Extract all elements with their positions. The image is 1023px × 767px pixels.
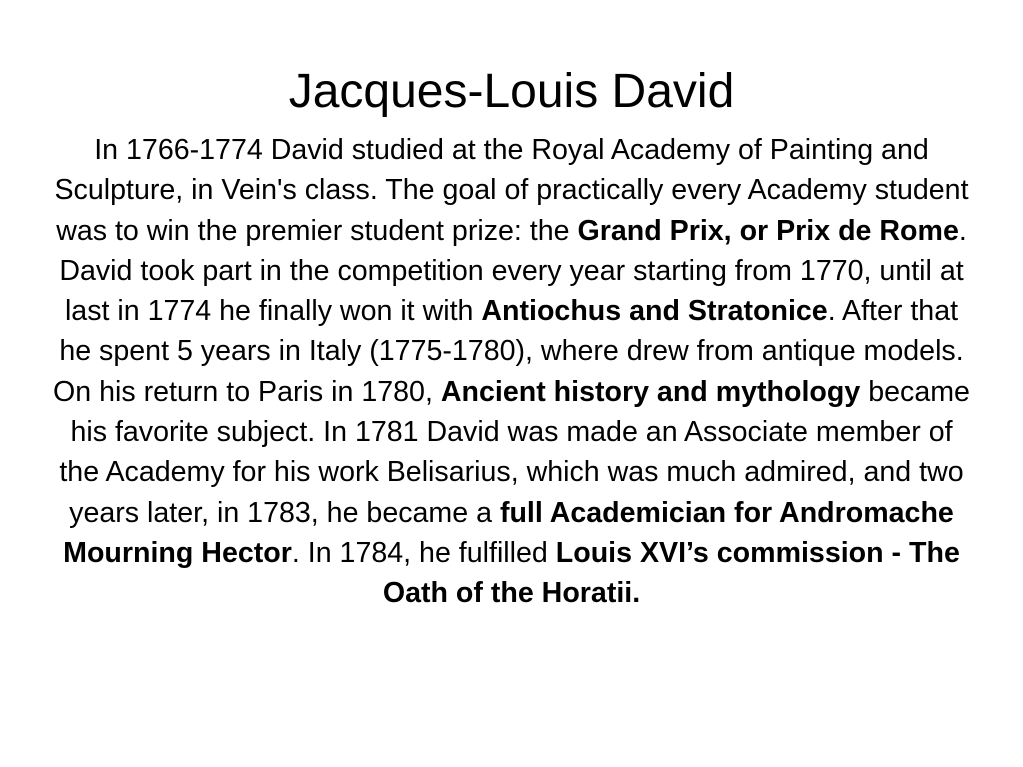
bold-phrase-full-academician: full Academician for Andromache Mourning Hector [63,496,954,569]
bold-phrase-oath-of-horatii: Louis XVI’s commission - The Oath of the Horatii. [382,536,960,610]
body-text-segment: became his favorite subject. In 1781 David was made an Associate member of the Academy for his work Belisarius, which was much admired, and two years later, in 1783, he became a [59,375,970,529]
slide-body-text [48,130,975,614]
bold-phrase-prix-de-rome: Grand Prix, or Prix de Rome [577,214,959,247]
body-text-segment: In 1766-1774 David studied at the Royal Academy of Painting and Sculpture, in Vein's class. The goal of practically every Academy student was to win the premier student prize: the [54,134,969,247]
bold-phrase-antiochus: Antiochus and Stratonice [481,295,828,328]
slide-title: Jacques-Louis David [288,65,735,118]
body-text-segment: . David took part in the competition every year starting from 1770, until at last in 1774 he finally won it with [59,214,967,328]
body-text-segment: . In 1784, he fulfilled [291,536,556,569]
body-text-segment: . After that he spent 5 years in Italy (1775-1780), where drew from antique models. On his return to Paris in 1780, [53,295,964,408]
bold-phrase-ancient-history: Ancient history and mythology [440,375,861,408]
